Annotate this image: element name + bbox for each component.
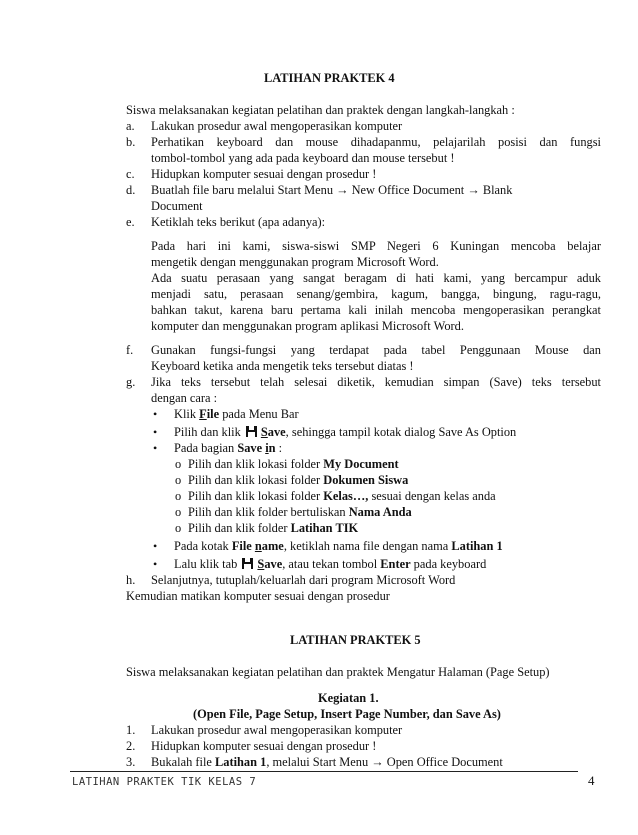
bullet-item-save-tab: Lalu klik tab Save, atau tekan tombol Enter pada keyboard: [174, 557, 487, 571]
floppy-disk-icon: [242, 558, 253, 569]
bullet-item-save: Pilih dan klik Save, sehingga tampil kotak dialog Save As Option: [174, 425, 517, 439]
sub-item-nama-anda: Pilih dan klik folder bertuliskan Nama Anda: [188, 505, 412, 519]
sub-item-kelas: Pilih dan klik lokasi folder Kelas…, sesuai dengan kelas anda: [188, 489, 496, 503]
sub-bullet-icon: o: [175, 521, 182, 535]
sub-item-my-document: Pilih dan klik lokasi folder My Document: [188, 457, 399, 471]
list-marker: f.: [126, 343, 134, 357]
sub-bullet-icon: o: [175, 473, 182, 487]
section-title-praktek-4: LATIHAN PRAKTEK 4: [264, 71, 395, 85]
list-item-f-line1: Gunakan fungsi-fungsi yang terdapat pada tabel Penggunaan Mouse dan: [151, 343, 601, 357]
bullet-icon: •: [153, 557, 158, 571]
intro-text: Siswa melaksanakan kegiatan pelatihan dan praktek Mengatur Halaman (Page Setup): [126, 665, 550, 679]
list-item-b-line1: Perhatikan keyboard dan mouse dihadapanmu, pelajarilah posisi dan fungsi: [151, 135, 601, 149]
list-marker: c.: [126, 167, 135, 181]
numbered-item-3: Bukalah file Latihan 1, melalui Start Menu → Open Office Document: [151, 755, 503, 769]
e-paragraph-line: bahkan takut, karena baru pertama kali inilah mencoba mengoperasikan perangkat: [151, 303, 601, 317]
list-marker: b.: [126, 135, 136, 149]
sub-item-latihan-tik: Pilih dan klik folder Latihan TIK: [188, 521, 359, 535]
list-item-a: Lakukan prosedur awal mengoperasikan komputer: [151, 119, 403, 133]
page-number: 4: [588, 773, 595, 788]
bullet-item-file-name: Pada kotak File name, ketiklah nama file dengan nama Latihan 1: [174, 539, 503, 553]
e-paragraph-line: menjadi satu, perasaan senang/gembira, kagum, bangga, bingung, ragu-ragu,: [151, 287, 601, 301]
e-paragraph-line: Ada suatu perasaan yang sangat beragam di hati kami, yang bercampur aduk: [151, 271, 601, 285]
list-item-d-line1: Buatlah file baru melalui Start Menu → New Office Document → Blank: [151, 183, 513, 197]
list-marker: e.: [126, 215, 135, 229]
bullet-icon: •: [153, 539, 158, 553]
list-item-d-line2: Document: [151, 199, 203, 213]
sub-bullet-icon: o: [175, 505, 182, 519]
sub-item-dokumen-siswa: Pilih dan klik lokasi folder Dokumen Siswa: [188, 473, 409, 487]
list-item-c: Hidupkan komputer sesuai dengan prosedur !: [151, 167, 377, 181]
list-item-b-line2: tombol-tombol yang ada pada keyboard dan mouse tersebut !: [151, 151, 455, 165]
floppy-disk-icon: [246, 426, 257, 437]
numbered-item-2: Hidupkan komputer sesuai dengan prosedur !: [151, 739, 377, 753]
bullet-icon: •: [153, 407, 158, 421]
list-marker: g.: [126, 375, 136, 389]
list-marker: 3.: [126, 755, 136, 769]
list-marker: a.: [126, 119, 135, 133]
e-paragraph-line: Pada hari ini kami, siswa-siswi SMP Negeri 6 Kuningan mencoba belajar: [151, 239, 601, 253]
section-title-praktek-5: LATIHAN PRAKTEK 5: [290, 633, 421, 647]
list-marker: 1.: [126, 723, 136, 737]
numbered-item-1: Lakukan prosedur awal mengoperasikan komputer: [151, 723, 403, 737]
e-paragraph-line: mengetik dengan menggunakan program Microsoft Word.: [151, 255, 439, 269]
list-item-h: Selanjutnya, tutuplah/keluarlah dari program Microsoft Word: [151, 573, 456, 587]
bullet-icon: •: [153, 441, 158, 455]
list-marker: 2.: [126, 739, 136, 753]
footer-label: LATIHAN PRAKTEK TIK KELAS 7: [72, 776, 257, 788]
bullet-item-file: Klik File pada Menu Bar: [174, 407, 299, 421]
list-item-g-line2: dengan cara :: [151, 391, 218, 405]
intro-text: Siswa melaksanakan kegiatan pelatihan dan praktek dengan langkah-langkah :: [126, 103, 515, 117]
closing-text: Kemudian matikan komputer sesuai dengan prosedur: [126, 589, 390, 603]
footer-divider: [70, 771, 578, 772]
kegiatan-subtitle: (Open File, Page Setup, Insert Page Number, dan Save As): [193, 707, 501, 721]
list-item-e: Ketiklah teks berikut (apa adanya):: [151, 215, 326, 229]
list-item-g-line1: Jika teks tersebut telah selesai diketik, kemudian simpan (Save) teks tersebut: [151, 375, 601, 389]
sub-bullet-icon: o: [175, 489, 182, 503]
list-marker: h.: [126, 573, 136, 587]
e-paragraph-line: komputer dan menggunakan program aplikasi Microsoft Word.: [151, 319, 464, 333]
kegiatan-title: Kegiatan 1.: [318, 691, 379, 705]
bullet-icon: •: [153, 425, 158, 439]
list-item-f-line2: Keyboard ketika anda mengetik teks tersebut diatas !: [151, 359, 414, 373]
bullet-item-save-in: Pada bagian Save in :: [174, 441, 283, 455]
list-marker: d.: [126, 183, 136, 197]
sub-bullet-icon: o: [175, 457, 182, 471]
